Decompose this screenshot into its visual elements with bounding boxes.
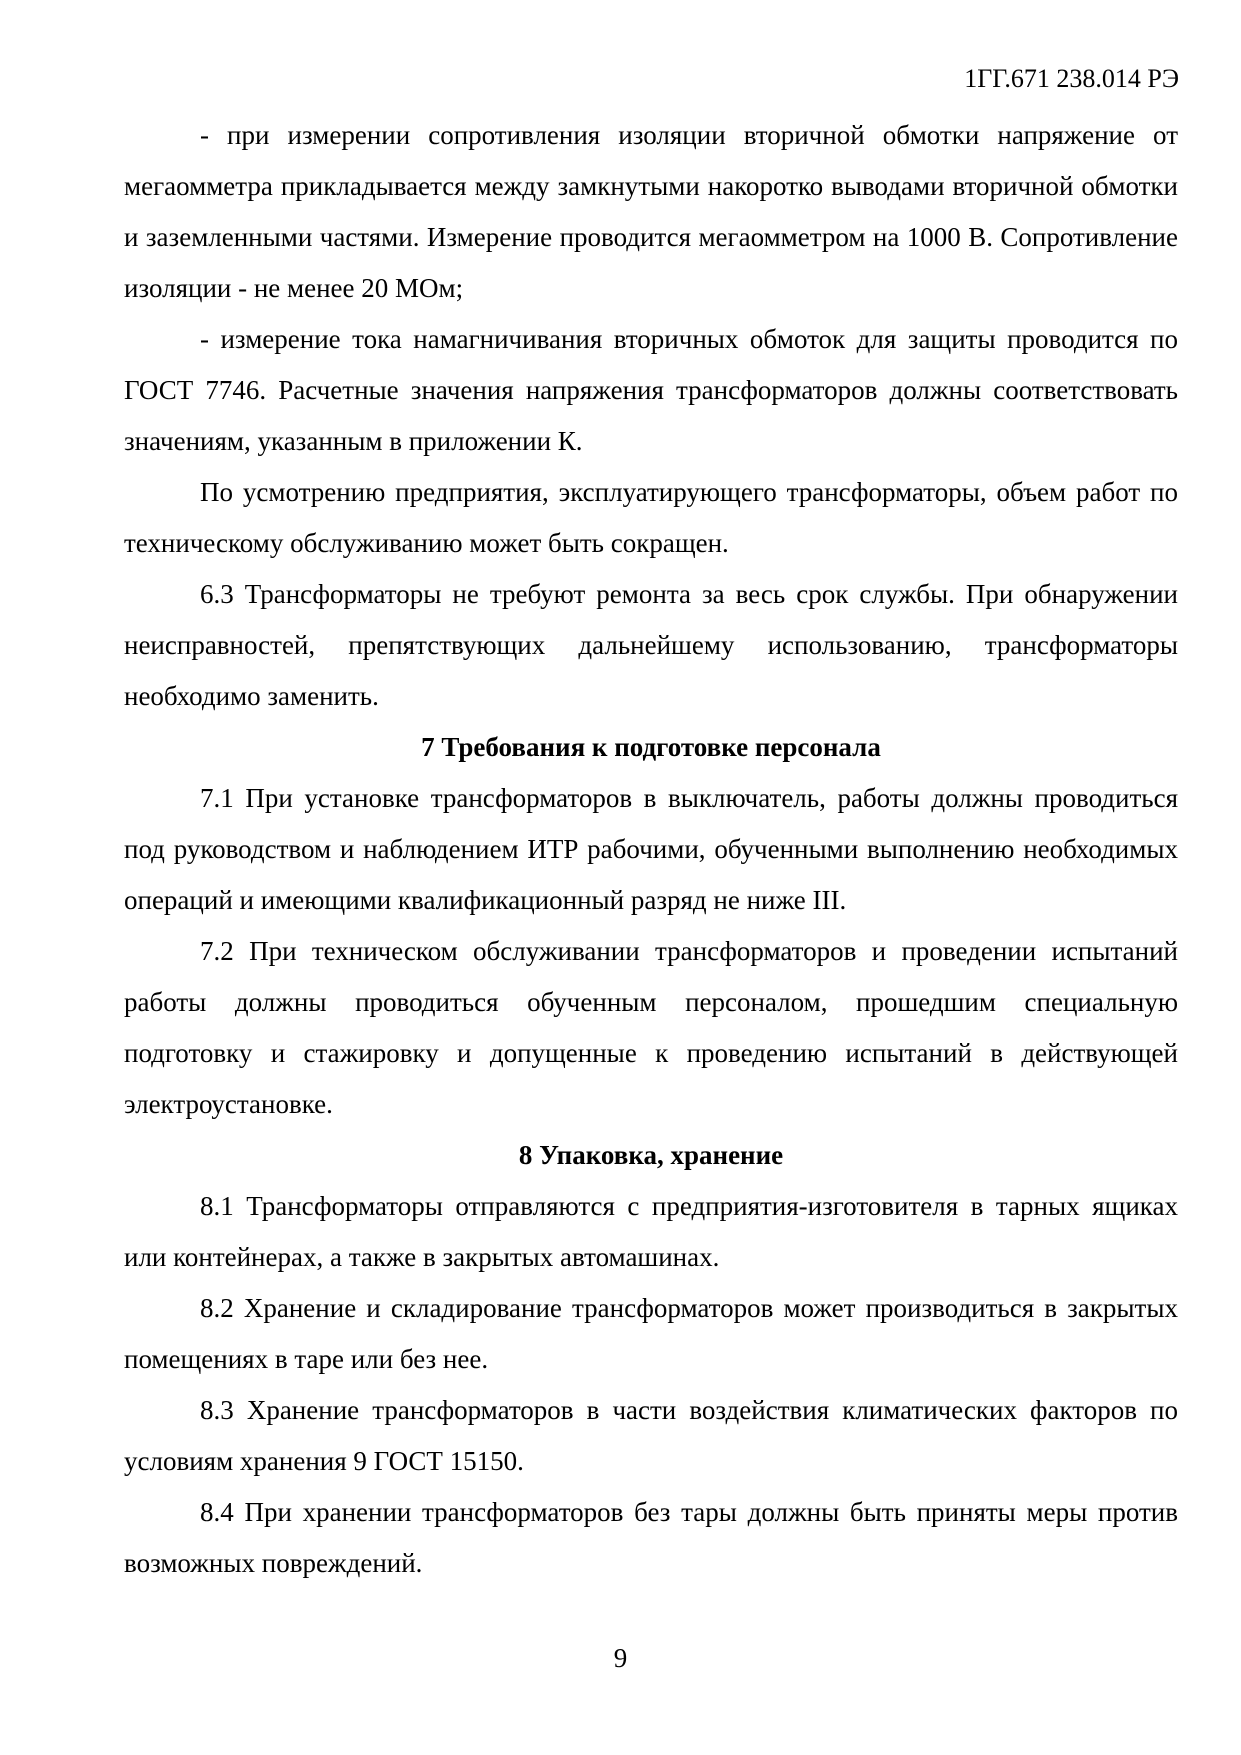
document-code: 1ГГ.671 238.014 РЭ xyxy=(964,64,1179,93)
paragraph-7-1: 7.1 При установке трансформаторов в выключатель, работы должны проводиться под руководством и наблюдением ИТР рабочими, обученными выполнению необходимых операций и имеющими квалификационный разряд не ниже III. xyxy=(124,783,1178,915)
document-body xyxy=(124,110,1178,1589)
paragraph-insulation-secondary: - при измерении сопротивления изоляции вторичной обмотки напряжение от мегаомметра прикладывается между замкнутыми накоротко выводами вторичной обмотки и заземленными частями. Измерение проводится мегаомметром на 1000 В. Сопротивление изоляции - не менее 20 МОм; xyxy=(124,120,1178,303)
paragraph-8-2: 8.2 Хранение и складирование трансформаторов может производиться в закрытых помещениях в таре или без нее. xyxy=(124,1293,1178,1374)
section-heading-8: 8 Упаковка, хранение xyxy=(518,1140,784,1170)
paragraph-7-2: 7.2 При техническом обслуживании трансформаторов и проведении испытаний работы должны проводиться обученным персоналом, прошедшим специальную подготовку и стажировку и допущенные к проведению испытаний в действующей электроустановке. xyxy=(124,936,1178,1119)
paragraph-maintenance-scope: По усмотрению предприятия, эксплуатирующего трансформаторы, объем работ по техническому обслуживанию может быть сокращен. xyxy=(124,477,1178,558)
paragraph-magnetizing-current: - измерение тока намагничивания вторичных обмоток для защиты проводится по ГОСТ 7746. Расчетные значения напряжения трансформаторов должны соответствовать значениям, указанным в приложении К. xyxy=(124,324,1178,456)
paragraph-6-3: 6.3 Трансформаторы не требуют ремонта за весь срок службы. При обнаружении неисправностей, препятствующих дальнейшему использованию, трансформаторы необходимо заменить. xyxy=(124,579,1178,711)
paragraph-8-3: 8.3 Хранение трансформаторов в части воздействия климатических факторов по условиям хранения 9 ГОСТ 15150. xyxy=(124,1395,1178,1476)
page-number: 9 xyxy=(613,1643,628,1673)
paragraph-8-4: 8.4 При хранении трансформаторов без тары должны быть приняты меры против возможных повреждений. xyxy=(124,1497,1178,1578)
paragraph-8-1: 8.1 Трансформаторы отправляются с предприятия-изготовителя в тарных ящиках или контейнерах, а также в закрытых автомашинах. xyxy=(124,1191,1178,1272)
section-heading-7: 7 Требования к подготовке персонала xyxy=(421,732,881,762)
